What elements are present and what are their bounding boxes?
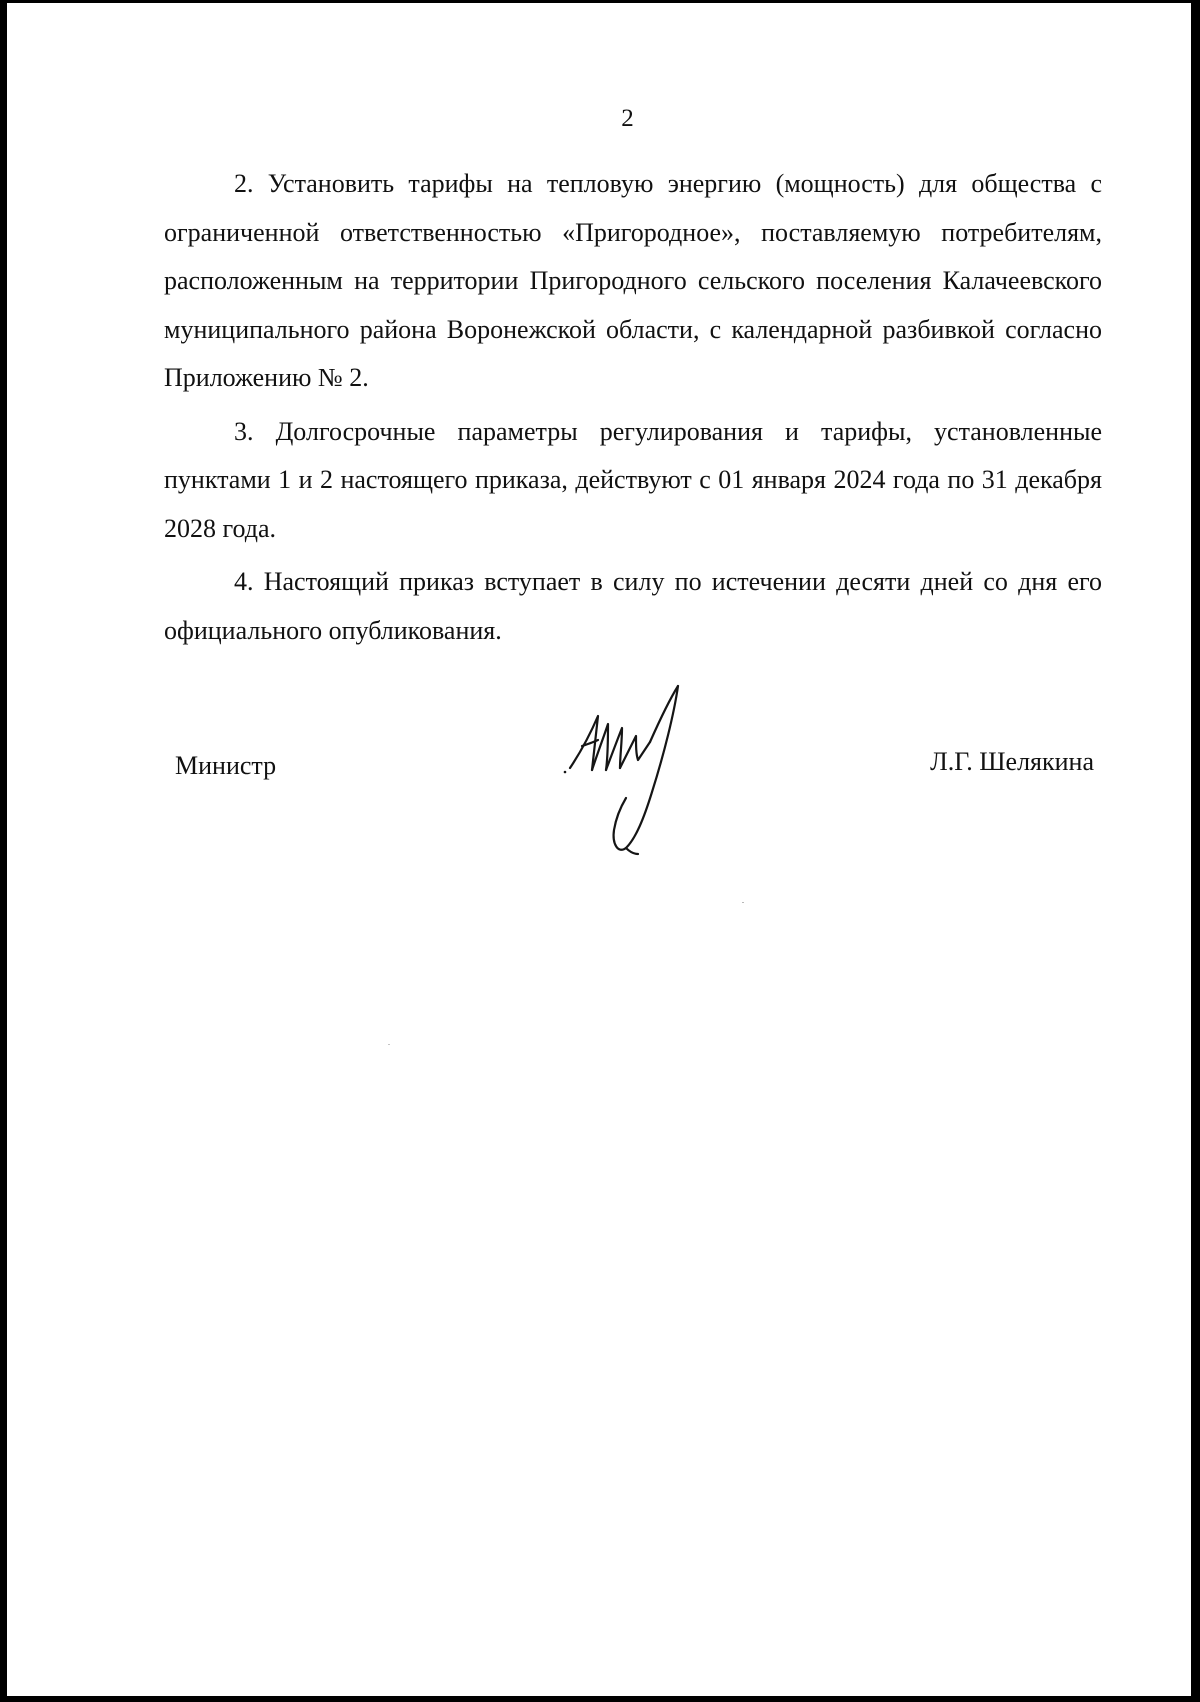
scan-edge-top bbox=[0, 0, 1200, 3]
scan-speck bbox=[742, 902, 744, 903]
signatory-title: Министр bbox=[175, 751, 277, 780]
paragraph-4: 4. Настоящий приказ вступает в силу по истечении десяти дней со дня его официального опубликования. bbox=[164, 567, 1102, 645]
handwritten-signature bbox=[560, 680, 710, 860]
scan-speck bbox=[388, 1044, 390, 1045]
scan-edge-bottom bbox=[0, 1696, 1200, 1702]
signatory-name: Л.Г. Шелякина bbox=[930, 747, 1094, 776]
paragraph-2: 2. Установить тарифы на тепловую энергию (мощность) для общества с ограниченной ответственностью «Пригородное», поставляемую потребителям, расположенным на территории Пригородного сельского поселения Калачеевского муниципального района Воронежской области, с календарной разбивкой согласно Приложению № 2. bbox=[164, 169, 1102, 392]
scan-edge-right bbox=[1191, 0, 1200, 1702]
document-body bbox=[164, 160, 1102, 655]
scan-edge-left bbox=[0, 0, 7, 1702]
paragraph-3: 3. Долгосрочные параметры регулирования и тарифы, установленные пунктами 1 и 2 настоящего приказа, действуют с 01 января 2024 года по 31 декабря 2028 года. bbox=[164, 416, 1102, 543]
page-number: 2 bbox=[621, 105, 634, 132]
